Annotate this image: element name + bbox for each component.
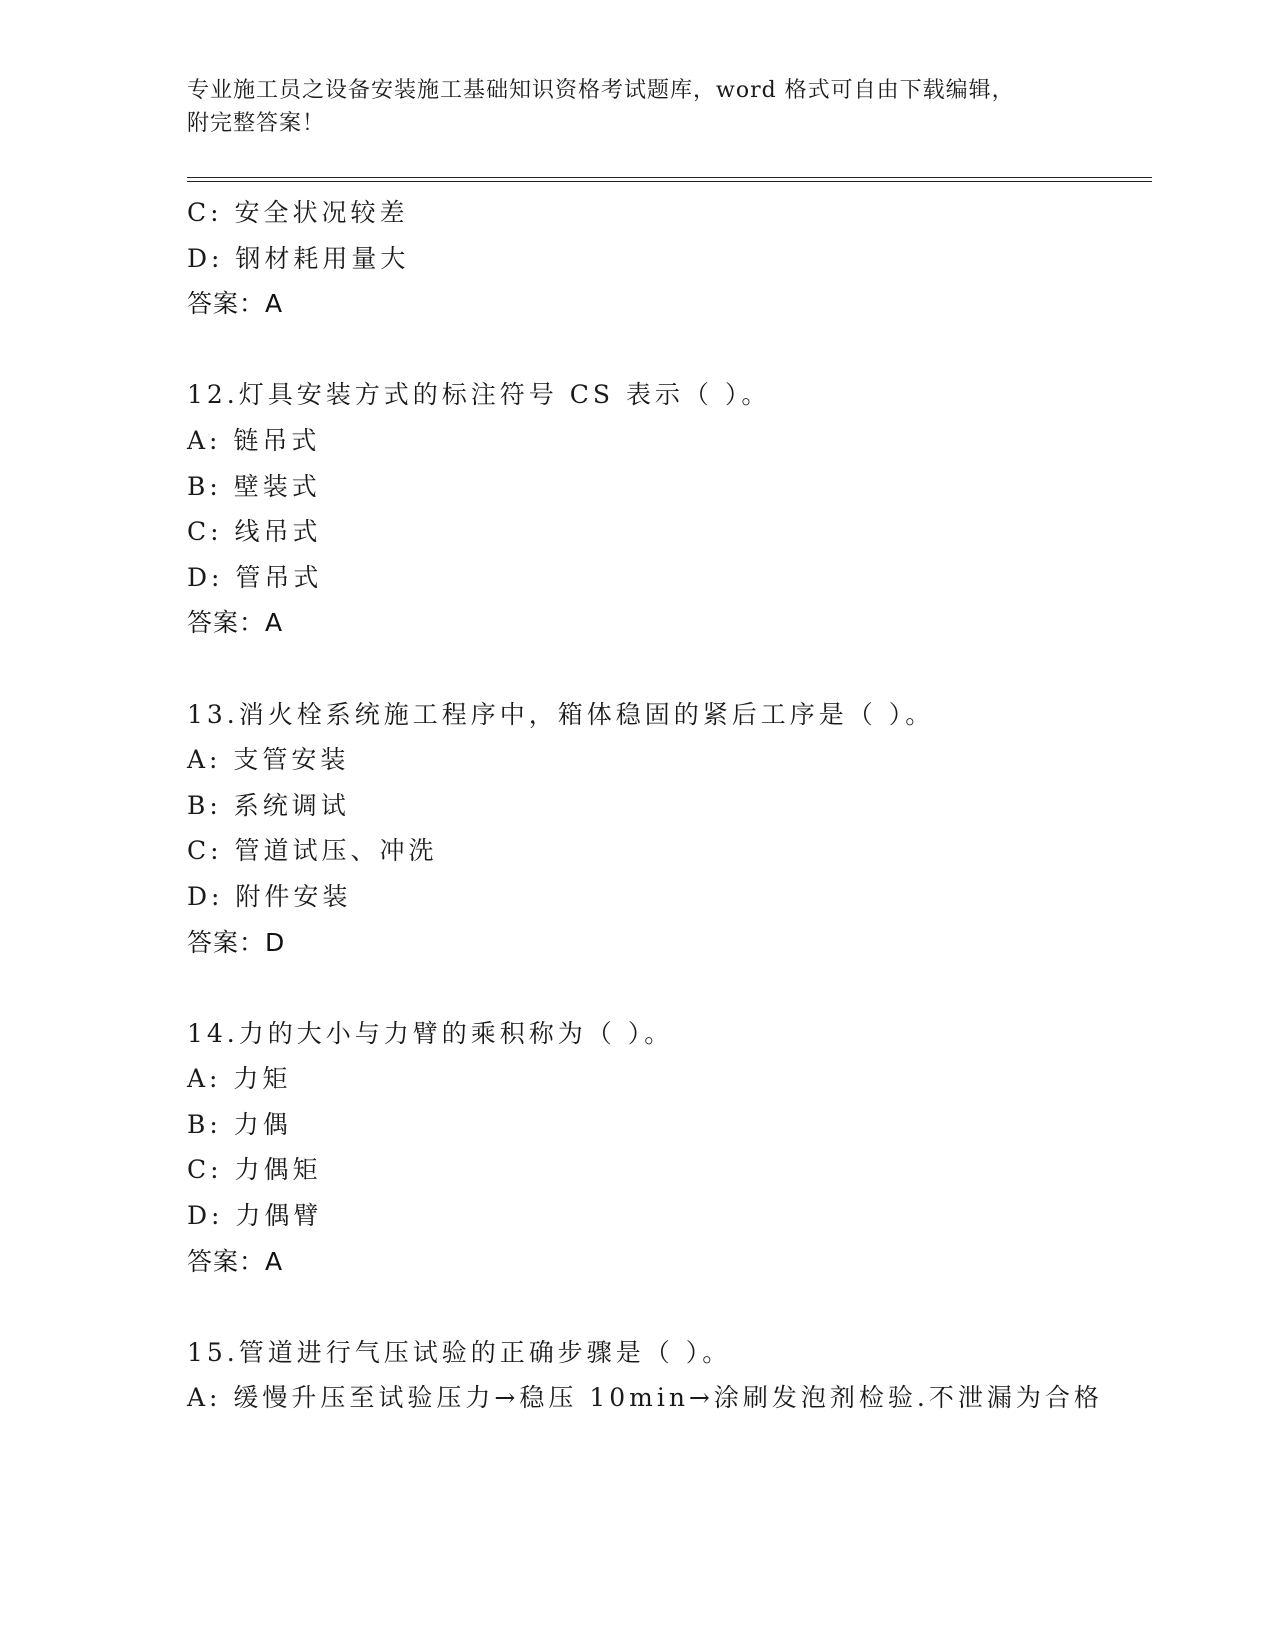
- question-text: 12.灯具安装方式的标注符号 CS 表示（ ）。: [187, 380, 771, 410]
- option-b: B: 系统调试: [187, 790, 350, 820]
- option-b: B: 力偶: [187, 1109, 292, 1139]
- option-a: A: 力矩: [187, 1064, 292, 1094]
- option-c: C: 力偶矩: [187, 1155, 322, 1185]
- option-d: D: 钢材耗用量大: [187, 243, 410, 273]
- option-c: C: 线吊式: [187, 517, 322, 547]
- spacer: [187, 327, 1167, 373]
- question-15-block: [187, 1330, 1167, 1421]
- question-13-block: [187, 692, 1167, 966]
- option-d: D: 管吊式: [187, 562, 323, 592]
- header-line-1: 专业施工员之设备安装施工基础知识资格考试题库，word 格式可自由下载编辑，: [187, 78, 1015, 103]
- option-a: A: 链吊式: [187, 425, 321, 455]
- option-b: B: 壁装式: [187, 471, 321, 501]
- option-a: A: 缓慢升压至试验压力→稳压 10min→涂刷发泡剂检验.不泄漏为合格: [187, 1383, 1103, 1413]
- answer-line: 答案：A: [187, 608, 284, 638]
- spacer: [187, 965, 1167, 1011]
- option-d: D: 力偶臂: [187, 1201, 323, 1231]
- answer-line: 答案：D: [187, 927, 286, 957]
- answer-line: 答案：A: [187, 1246, 284, 1276]
- header-double-rule: [187, 177, 1152, 182]
- question-text: 14.力的大小与力臂的乘积称为（ ）。: [187, 1018, 674, 1048]
- option-d: D: 附件安装: [187, 881, 352, 911]
- option-c: C: 管道试压、冲洗: [187, 836, 438, 866]
- option-a: A: 支管安装: [187, 745, 350, 775]
- option-c: C: 安全状况较差: [187, 198, 409, 227]
- header-line-2: 附完整答案！: [187, 111, 326, 136]
- question-12-block: [187, 372, 1167, 646]
- question-14-block: [187, 1011, 1167, 1285]
- question-text: 15.管道进行气压试验的正确步骤是（ ）。: [187, 1337, 732, 1367]
- spacer: [187, 1284, 1167, 1330]
- question-text: 13.消火栓系统施工程序中，箱体稳固的紧后工序是（ ）。: [187, 699, 935, 729]
- document-header: [187, 74, 1087, 140]
- spacer: [187, 646, 1167, 692]
- question-list: [187, 190, 1167, 1421]
- answer-line: 答案：A: [187, 289, 284, 319]
- question-11-block: [187, 190, 1167, 327]
